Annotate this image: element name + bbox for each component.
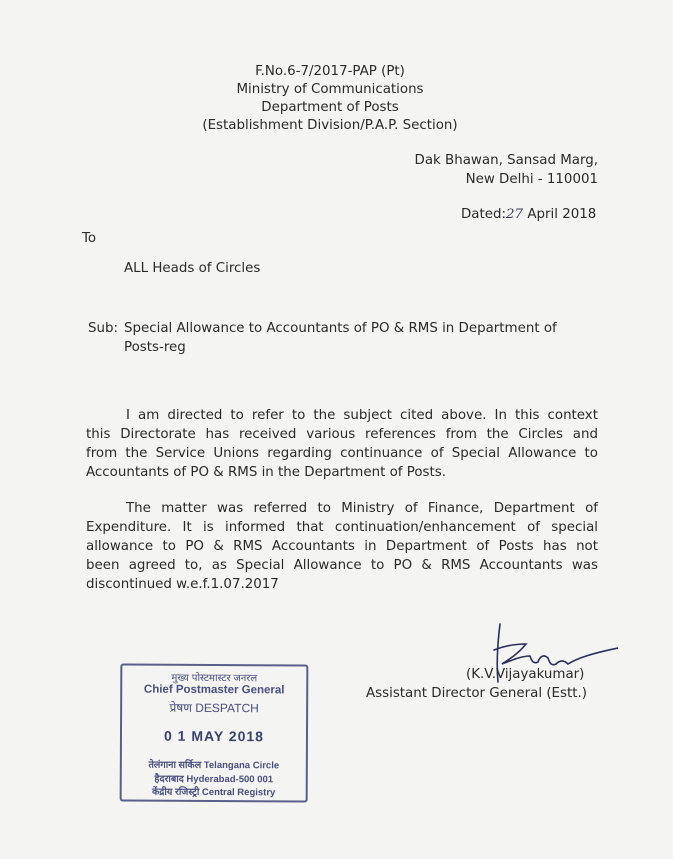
- to-label: To: [82, 231, 97, 246]
- stamp-city: हैदराबाद Hyderabad-500 001: [154, 773, 274, 786]
- section-name: (Establishment Division/P.A.P. Section): [202, 118, 458, 133]
- para1-line: from the Service Unions regarding continuance of Special Allowance to: [86, 446, 598, 461]
- body-paragraph-1: [86, 406, 598, 482]
- para1-line: Accountants of PO & RMS in the Department of Posts.: [86, 465, 446, 480]
- para2-line: allowance to PO & RMS Accountants in Department of Posts has not: [86, 539, 598, 554]
- subject-line-1: Special Allowance to Accountants of PO & RMS in Department of: [124, 321, 557, 336]
- date-label: Dated:: [461, 207, 507, 222]
- body-paragraph-2: [86, 499, 598, 594]
- stamp-circle: तेलंगाना सर्किल Telangana Circle: [148, 759, 280, 772]
- signatory-name: (K.V.Vijayakumar): [466, 667, 585, 682]
- ministry-name: Ministry of Communications: [236, 82, 424, 97]
- stamp-registry: केंद्रीय रजिस्ट्री Central Registry: [151, 786, 276, 799]
- recipient-name: ALL Heads of Circles: [124, 261, 261, 276]
- subject-label: Sub:: [88, 321, 118, 336]
- stamp-despatch: प्रेषण DESPATCH: [169, 700, 259, 716]
- para2-line: discontinued w.e.f.1.07.2017: [86, 577, 279, 592]
- date-month-year: April 2018: [527, 207, 597, 222]
- stamp-date: 0 1 MAY 2018: [163, 727, 265, 745]
- subject-line-2: Posts-reg: [124, 340, 186, 355]
- date-line: [461, 206, 596, 224]
- para2-line: The matter was referred to Ministry of Finance, Department of: [126, 501, 598, 516]
- address-line-1: Dak Bhawan, Sansad Marg,: [414, 153, 598, 168]
- date-day: 27: [506, 207, 524, 222]
- para1-line: I am directed to refer to the subject cited above. In this context: [126, 408, 598, 423]
- file-number: F.No.6-7/2017-PAP (Pt): [255, 64, 405, 79]
- para1-line: this Directorate has received various references from the Circles and: [86, 427, 598, 442]
- signatory-designation: Assistant Director General (Estt.): [366, 686, 587, 701]
- department-name: Department of Posts: [261, 100, 399, 115]
- stamp-hindi-title: मुख्य पोस्टमास्टर जनरल: [171, 672, 258, 685]
- address-line-2: New Delhi - 110001: [465, 172, 598, 187]
- despatch-stamp: [120, 664, 309, 803]
- para2-line: been agreed to, as Special Allowance to PO & RMS Accountants was: [86, 558, 598, 573]
- para2-line: Expenditure. It is informed that continuation/enhancement of special: [86, 520, 598, 535]
- stamp-office: Chief Postmaster General: [143, 683, 285, 697]
